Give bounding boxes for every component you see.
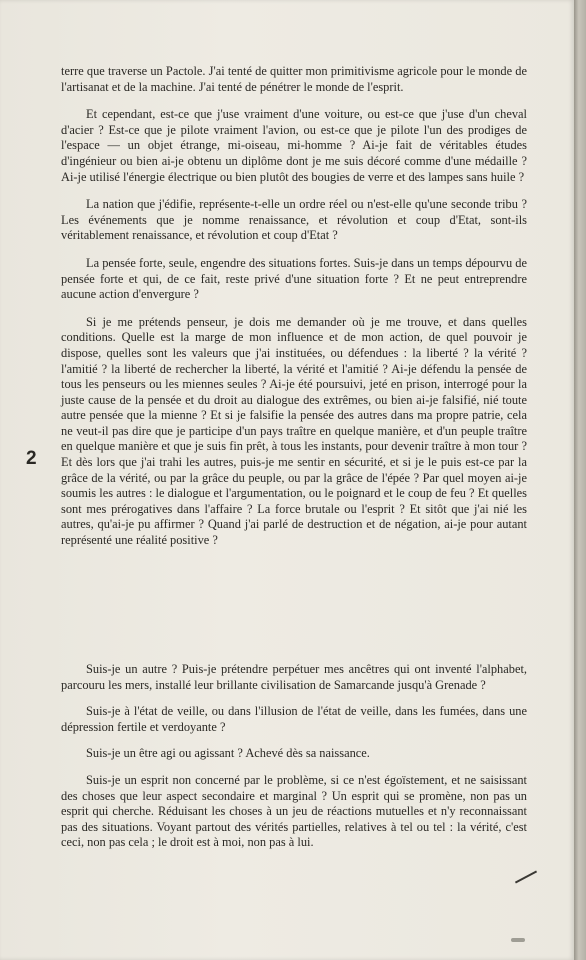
paragraph: Suis-je un être agi ou agissant ? Achevé dès sa naissance. — [86, 746, 370, 761]
paragraph: Si je me prétends penseur, je dois me demander où je me trouve, et dans quelles conditions. Quelle est la marge de mon influence et de mon action, de quel pouvoir je dispose, quelles sont les valeurs que j'ai instituées, ou défendues : la liberté ? la vérité ? l'amitié ? la liberté de rechercher la liberté, la vérité et l'amitié ? Ai-je défendu la pensée de tous les penseurs ou les miennes seules ? Ai-je été poursuivi, jeté en prison, interrogé pour la juste cause de la pensée et du droit au dialogue des extrêmes, ou bien ai-je falsifié, nié toute autre pensée que la mienne ? Et si je falsifie la pensée des autres dans ma propre patrie, cela ne veut-il pas dire que je participe d'un pays traître en quelque manière, et d'un peuple traître en quelque manière et que je suis fin prêt, à tous les instants, pour devenir traître à mon tour ? Et dès lors que j'ai trahi les autres, puis-je me sentir en sécurité, et si je le puis est-ce par la grâce de la vérité, ou par la grâce du peuple, ou par la grâce de l'épée ? Par quel moyen ai-je soumis les autres : le dialogue et l'argumentation, ou le poignard et le coup de feu ? Et quelles sont mes prérogatives dans l'affaire ? La force brutale ou l'esprit ? Et sitôt que j'ai nié les autres, qu'ai-je pu affirmer ? Quand j'ai parlé de destruction et de négation, ai-je pour autant représenté une réalité positive ? — [61, 314, 527, 548]
page-edge — [574, 0, 586, 960]
text-block-bottom — [61, 662, 527, 851]
paragraph: La nation que j'édifie, représente-t-elle un ordre réel ou n'est-elle qu'une seconde tribu ? Les événements que je nomme renaissance, et révolution et coup d'Etat, sont-ils véritablement renaissance, et révolution et coup d'Etat ? — [61, 197, 527, 243]
page-number: 2 — [26, 448, 37, 469]
paragraph: Et cependant, est-ce que j'use vraiment d'une voiture, ou est-ce que j'use d'un cheval d'acier ? Est-ce que je pilote vraiment l'avion, ou est-ce que je pilote l'un des prodiges de l'espace — un objet étrange, mi-oiseau, mi-homme ? Ai-je fait de véritables études d'ingénieur ou bien ai-je obtenu un diplôme dont je me suis décoré comme d'une médaille ? Ai-je utilisé l'énergie électrique ou bien plutôt des bougies de verre et des lampes sans huile ? — [61, 107, 527, 184]
ink-smudge — [511, 938, 525, 942]
paragraph: La pensée forte, seule, engendre des situations fortes. Suis-je dans un temps dépourvu de pensée forte et qui, de ce fait, reste privé d'une situation forte ? Et ne peut entreprendre aucune action d'envergure ? — [61, 255, 527, 302]
pencil-mark — [515, 870, 537, 883]
text-block-top — [61, 64, 527, 549]
paragraph: terre que traverse un Pactole. J'ai tenté de quitter mon primitivisme agricole pour le monde de l'artisanat et de la machine. J'ai tenté de pénétrer le monde de l'esprit. — [61, 64, 527, 94]
paragraph: Suis-je un esprit non concerné par le problème, si ce n'est égoïstement, et ne saisissant des choses que leur aspect secondaire et marginal ? Un esprit qui se promène, non pas un esprit qui cherche. Réduisant les choses à un jeu de réactions mutuelles et n'y reconnaissant pas des situations. Voyant partout des vérités partielles, relatives à tel ou tel : la vérité, c'est ceci, non pas cela ; le droit est à moi, non pas à lui. — [61, 772, 527, 850]
paragraph: Suis-je à l'état de veille, ou dans l'illusion de l'état de veille, dans les fumées, dans une dépression fertile et verdoyante ? — [61, 704, 527, 734]
paragraph: Suis-je un autre ? Puis-je prétendre perpétuer mes ancêtres qui ont inventé l'alphabet, parcouru les mers, installé leur brillante civilisation de Samarcande jusqu'à Grenade ? — [61, 662, 527, 692]
